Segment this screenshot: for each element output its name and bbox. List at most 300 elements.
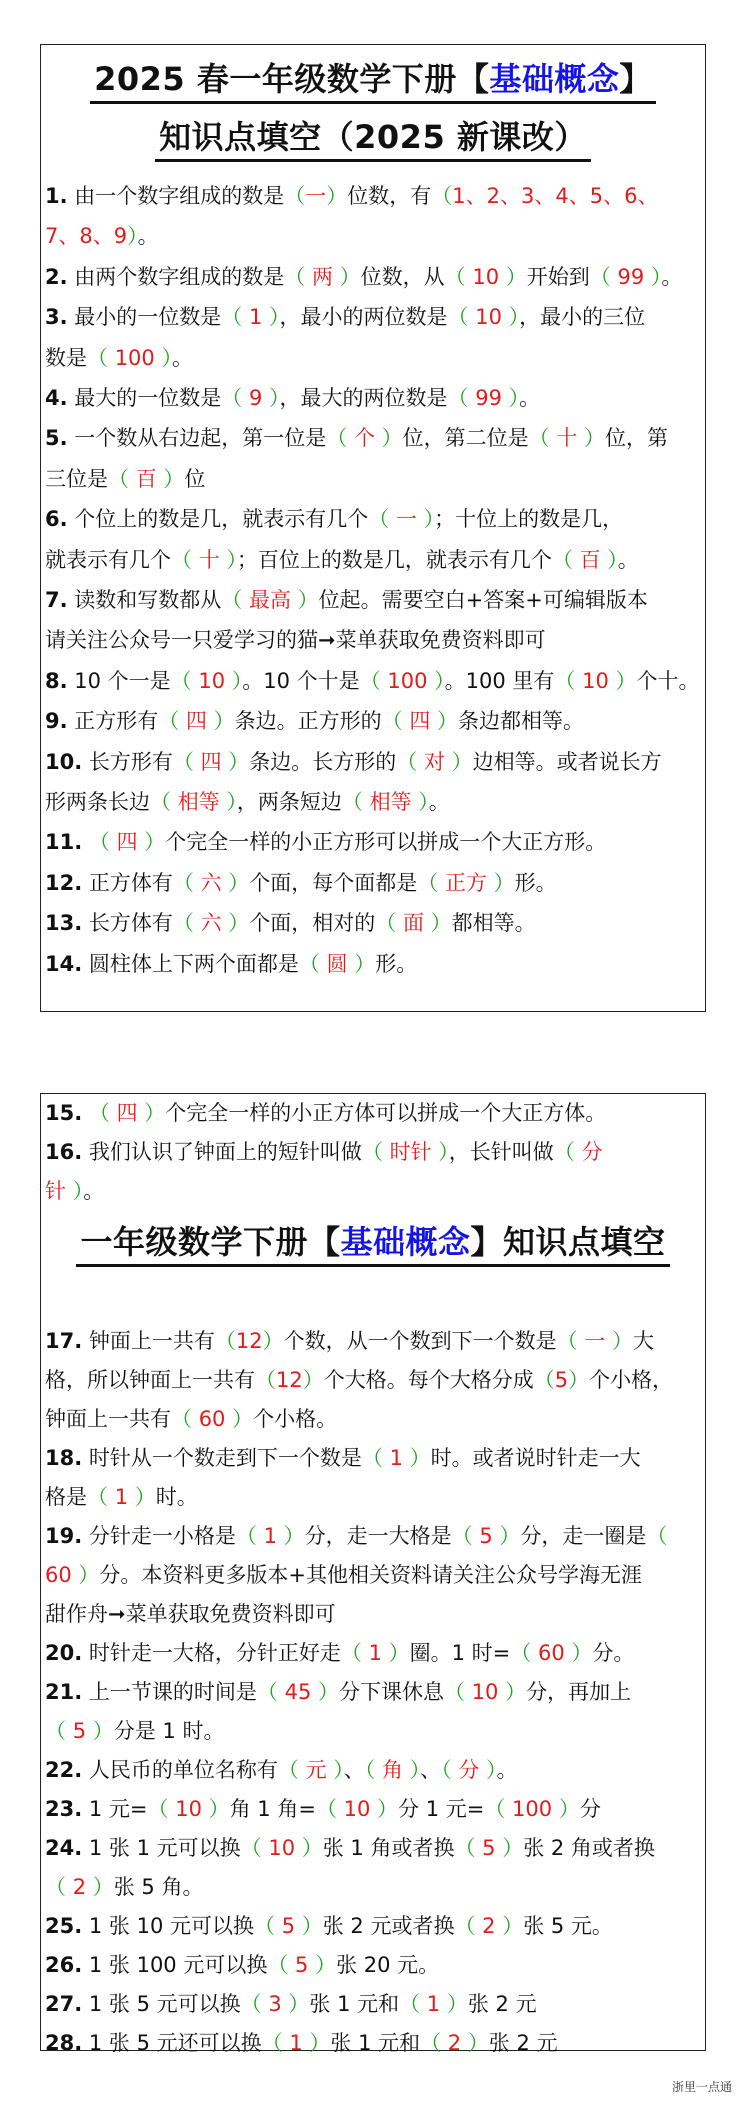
answer-text: 十	[556, 426, 578, 451]
answer-bracket: （	[108, 466, 136, 491]
question-text: 1 张 100 元可以换	[82, 1953, 268, 1977]
answer-bracket: ）	[461, 2031, 489, 2055]
text-line	[45, 1482, 703, 1512]
question-text: 1 张 5 元还可以换	[82, 2031, 262, 2055]
question-text: 格，所以钟面上一共有	[45, 1368, 255, 1392]
answer-bracket: ）	[311, 1680, 339, 1704]
question-text: 角 1 角=	[229, 1797, 316, 1821]
question-number: 3.	[45, 305, 68, 330]
text-line	[45, 1638, 703, 1668]
question-text: 分，走一大格是	[304, 1524, 452, 1548]
answer-bracket: （	[444, 1680, 472, 1704]
answer-bracket: （	[417, 870, 445, 895]
worksheet-page-2	[40, 1093, 706, 2055]
answer-bracket: （	[221, 588, 249, 612]
text-line	[45, 1716, 703, 1746]
question-text: 位，第二位是	[402, 426, 529, 451]
question-text: 形两条长边	[45, 790, 150, 814]
answer-bracket: （	[528, 426, 557, 451]
question-text: 1 张 5 元可以换	[82, 1992, 241, 2016]
question-text: ，最大的两位数是	[279, 386, 448, 410]
answer-text: 一	[305, 184, 327, 208]
question-text	[82, 1101, 89, 1125]
question-number: 12.	[45, 870, 83, 895]
answer-bracket: ）	[262, 305, 280, 330]
answer-bracket: ）	[605, 1329, 633, 1353]
question-text: 。	[83, 1179, 105, 1203]
question-text: ，最小的三位	[519, 305, 646, 330]
answer-text: 1	[426, 1992, 441, 2016]
question-text: 张 2 元	[467, 1992, 537, 2016]
answer-text: 1	[289, 2031, 303, 2055]
answer-bracket: （	[359, 668, 388, 693]
answer-text: 一	[584, 1329, 606, 1353]
answer-bracket: （	[88, 1101, 117, 1125]
answer-bracket: ）	[498, 1680, 527, 1704]
answer-bracket: （	[451, 1524, 480, 1548]
answer-text: 十	[198, 547, 220, 572]
question-text	[82, 830, 89, 854]
answer-bracket: （	[255, 1368, 276, 1392]
text-line	[45, 221, 703, 251]
question-text: 条边都相等。	[458, 709, 585, 734]
answer-text: 四	[116, 830, 138, 855]
text-line	[45, 585, 703, 615]
answer-bracket: ）	[492, 1524, 521, 1548]
answer-bracket: ）	[154, 345, 172, 370]
answer-bracket: ）	[71, 1563, 100, 1587]
question-text: 分下课休息	[339, 1680, 444, 1704]
answer-text: 1	[114, 1485, 129, 1509]
answer-bracket: （	[284, 264, 312, 289]
text-line	[45, 343, 703, 373]
text-line	[45, 1176, 703, 1206]
question-text: 数是	[45, 345, 87, 370]
answer-text: 一	[395, 507, 417, 532]
answer-bracket: （	[551, 547, 580, 572]
question-text: 甜作舟➞菜单获取免费资料即可	[45, 1602, 336, 1626]
question-text: 。	[137, 224, 159, 249]
text-line	[45, 666, 703, 696]
answer-text: 5	[482, 1836, 496, 1860]
question-text: 分	[579, 1797, 601, 1821]
question-text: 个完全一样的小正方体可以拼成一个大正方体。	[165, 1101, 607, 1125]
question-text: 位	[184, 466, 206, 491]
answer-text: 四	[185, 709, 207, 734]
answer-bracket: ）	[127, 224, 138, 249]
text-line	[45, 2028, 703, 2058]
answer-text: 最高	[248, 588, 291, 612]
text-line	[45, 1677, 703, 1707]
answer-bracket: （	[298, 951, 327, 976]
answer-bracket: （	[444, 264, 473, 289]
answer-bracket: ）	[427, 668, 445, 693]
text-line	[45, 383, 703, 413]
title-highlight: 基础概念	[489, 60, 620, 98]
answer-bracket: （	[454, 1836, 483, 1860]
answer-bracket: ）	[276, 1524, 305, 1548]
title-part: 一年级数学下册【	[80, 1223, 341, 1261]
question-text: 个大格。每个大格分成	[323, 1368, 534, 1392]
question-number: 19.	[45, 1524, 83, 1548]
answer-text: 60	[45, 1563, 72, 1587]
question-text: 位起。需要空白+答案+可编辑版本	[318, 588, 648, 612]
subtitle: 知识点填空（2025 新课改）	[41, 117, 705, 162]
question-text: ，最小的两位数是	[279, 305, 448, 330]
title-highlight: 基础概念	[340, 1223, 471, 1261]
question-text: 个完全一样的小正方形可以拼成一个大正方形。	[165, 830, 607, 855]
answer-bracket: （	[87, 345, 115, 370]
question-text: ，长针叫做	[448, 1140, 554, 1164]
answer-bracket: ）	[262, 1329, 284, 1353]
answer-bracket: ）	[137, 830, 166, 855]
answer-text: 角	[381, 1758, 403, 1782]
question-text: 个十。	[636, 668, 700, 693]
answer-bracket: ）	[221, 870, 250, 895]
question-text: 张 5 角。	[113, 1875, 204, 1899]
text-line	[45, 1989, 703, 2019]
question-text: 张 2 元或者换	[322, 1914, 455, 1938]
worksheet-page-1	[40, 44, 706, 1012]
question-text: 由两个数字组成的数是	[67, 264, 285, 289]
question-text: 1 张 10 元可以换	[82, 1914, 254, 1938]
answer-bracket: ）	[347, 951, 376, 976]
answer-bracket: ）	[219, 790, 237, 814]
answer-text: 10	[582, 668, 609, 693]
answer-text: 60	[198, 1407, 226, 1431]
question-text: 。10 个十是	[242, 668, 360, 693]
question-text: 边相等。或者说长方	[472, 749, 662, 774]
answer-bracket: （	[221, 305, 249, 330]
answer-text: 12	[276, 1368, 303, 1392]
answer-bracket: （	[150, 790, 178, 814]
answer-text: 1、2、3、4、5、6、	[452, 184, 659, 208]
answer-bracket: （	[431, 184, 453, 208]
question-text: 就表示有几个	[45, 547, 171, 572]
answer-text: 100	[512, 1797, 553, 1821]
question-number: 7.	[45, 588, 68, 612]
question-text: 长方体有	[82, 911, 173, 936]
question-number: 21.	[45, 1680, 83, 1704]
answer-bracket: ）	[423, 911, 452, 936]
answer-bracket: （	[533, 1368, 555, 1392]
question-number: 18.	[45, 1446, 83, 1470]
answer-bracket: ）	[416, 507, 435, 532]
answer-text: 5	[72, 1719, 87, 1743]
question-text: 由一个数字组成的数是	[67, 184, 285, 208]
answer-text: 四	[116, 1101, 138, 1125]
answer-bracket: ）	[66, 1179, 84, 1203]
answer-bracket: ）	[302, 1368, 324, 1392]
question-text: 正方形有	[67, 709, 159, 734]
question-text: 、	[420, 1758, 442, 1782]
answer-bracket: ）	[86, 1719, 114, 1743]
question-number: 8.	[45, 668, 68, 693]
question-text: 时针走一大格，分针正好走	[82, 1641, 341, 1665]
answer-bracket: （	[396, 749, 424, 774]
question-text: 都相等。	[451, 911, 536, 936]
answer-bracket: （	[646, 1524, 668, 1548]
answer-bracket: ）	[374, 426, 403, 451]
question-text: 分 1 元=	[398, 1797, 485, 1821]
question-text: 张 1 元和	[330, 2031, 421, 2055]
question-text: 最小的一位数是	[67, 305, 222, 330]
answer-bracket: ）	[262, 386, 280, 410]
question-text: 。	[171, 345, 193, 370]
answer-bracket: （	[553, 1140, 582, 1164]
answer-text: 分	[458, 1758, 480, 1782]
answer-bracket: ）	[370, 1797, 399, 1821]
answer-bracket: ）	[552, 1797, 580, 1821]
question-text: 圆柱体上下两个面都是	[82, 951, 299, 976]
answer-bracket: （	[340, 1641, 369, 1665]
question-text: 分针走一小格是	[82, 1524, 236, 1548]
answer-bracket: ）	[608, 668, 637, 693]
answer-bracket: ）	[295, 1914, 323, 1938]
question-number: 13.	[45, 911, 83, 936]
answer-bracket: （	[158, 709, 186, 734]
answer-text: 正方	[444, 870, 487, 895]
answer-bracket: （	[45, 1719, 73, 1743]
question-number: 23.	[45, 1797, 83, 1821]
question-text: 一个数从右边起，第一位是	[67, 426, 327, 451]
answer-text: 10	[472, 264, 500, 289]
answer-bracket: ）	[290, 588, 319, 612]
text-line	[45, 1950, 703, 1980]
answer-bracket: ）	[201, 1797, 230, 1821]
question-text: 个面，相对的	[249, 911, 376, 936]
answer-bracket: （	[256, 1680, 285, 1704]
answer-bracket: ）	[568, 1368, 590, 1392]
text-line	[45, 1599, 703, 1629]
answer-bracket: ）	[444, 749, 473, 774]
answer-text: 圆	[326, 951, 348, 976]
answer-bracket: ）	[332, 264, 361, 289]
answer-text: 针	[45, 1179, 66, 1203]
question-number: 9.	[45, 709, 68, 734]
answer-text: 六	[200, 911, 222, 936]
answer-bracket: ）	[486, 870, 515, 895]
answer-text: 1	[263, 1524, 277, 1548]
answer-bracket: （	[221, 386, 249, 410]
question-text: 我们认识了钟面上的短针叫做	[82, 1140, 362, 1164]
answer-bracket: （	[240, 1836, 269, 1860]
answer-bracket: ）	[499, 264, 527, 289]
question-number: 24.	[45, 1836, 83, 1860]
answer-text: 分	[581, 1140, 603, 1164]
answer-bracket: ）	[564, 1641, 593, 1665]
answer-bracket: ）	[381, 1641, 410, 1665]
question-text: 读数和写数都从	[67, 588, 222, 612]
answer-bracket: ）	[221, 749, 250, 774]
text-line	[45, 1833, 703, 1863]
answer-text: 12	[235, 1329, 263, 1353]
answer-text: 四	[200, 749, 222, 774]
answer-bracket: ）	[402, 1446, 431, 1470]
question-text: 、	[343, 1758, 365, 1782]
question-text: 个面，每个面都是	[249, 870, 418, 895]
answer-text: 100	[114, 345, 155, 370]
question-text: 个位上的数是几，就表示有几个	[67, 507, 369, 532]
answer-bracket: ）	[495, 1914, 524, 1938]
question-text: 上一节课的时间是	[82, 1680, 257, 1704]
text-line	[45, 302, 703, 332]
answer-bracket: ）	[402, 1758, 421, 1782]
question-text: 张 2 元	[488, 2031, 558, 2055]
answer-bracket: （	[447, 305, 476, 330]
question-number: 17.	[45, 1329, 83, 1353]
text-line	[45, 1365, 703, 1395]
question-text: 格是	[45, 1485, 87, 1509]
question-number: 22.	[45, 1758, 83, 1782]
text-line	[45, 545, 703, 575]
answer-text: 2	[482, 1914, 496, 1938]
answer-bracket: （	[261, 2031, 290, 2055]
answer-bracket: ）	[86, 1875, 114, 1899]
text-line	[45, 1137, 703, 1167]
question-text: 请关注公众号一只爱学习的猫➞菜单获取免费资料即可	[45, 628, 546, 653]
answer-bracket: ）	[577, 426, 606, 451]
answer-text: 相等	[177, 790, 220, 814]
answer-bracket: （	[267, 1953, 296, 1977]
question-text: 个数，从一个数到下一个数是	[283, 1329, 557, 1353]
answer-bracket: （	[88, 830, 117, 855]
answer-bracket: （	[172, 749, 201, 774]
question-text: 三位是	[45, 466, 108, 491]
answer-text: 面	[402, 911, 424, 936]
answer-bracket: （	[364, 1758, 382, 1782]
question-text: 张 1 角或者换	[322, 1836, 455, 1860]
question-number: 25.	[45, 1914, 83, 1938]
answer-text: 100	[387, 668, 428, 693]
answer-bracket: （	[172, 911, 201, 936]
answer-bracket: ）	[430, 709, 459, 734]
text-line	[45, 787, 703, 817]
answer-bracket: ）	[326, 184, 348, 208]
question-number: 15.	[45, 1101, 83, 1125]
answer-bracket: （	[172, 870, 201, 895]
title-part: 2025 春一年级数学下册【	[94, 60, 490, 98]
text-line	[45, 1794, 703, 1824]
answer-bracket: ）	[225, 1407, 254, 1431]
answer-bracket: （	[420, 2031, 448, 2055]
question-number: 16.	[45, 1140, 83, 1164]
question-text: 圈。1 时=	[409, 1641, 511, 1665]
question-number: 14.	[45, 951, 83, 976]
question-text: 张 1 元和	[309, 1992, 400, 2016]
question-text: ；十位上的数是几，	[434, 507, 624, 532]
answer-bracket: （	[254, 1914, 282, 1938]
text-line	[45, 827, 703, 857]
answer-text: 时针	[389, 1140, 432, 1164]
question-number: 26.	[45, 1953, 83, 1977]
question-number: 6.	[45, 507, 68, 532]
text-line	[45, 1755, 703, 1785]
answer-text: 2	[72, 1875, 87, 1899]
question-text: 人民币的单位名称有	[82, 1758, 278, 1782]
answer-bracket: （	[381, 709, 410, 734]
answer-bracket: ）	[431, 1140, 449, 1164]
answer-text: 10	[198, 668, 226, 693]
answer-bracket: （	[170, 668, 199, 693]
question-text: 位数，从	[360, 264, 445, 289]
text-line	[45, 908, 703, 938]
question-text: ；百位上的数是几，就表示有几个	[236, 547, 552, 572]
answer-bracket: ）	[495, 1836, 524, 1860]
answer-text: 5	[295, 1953, 309, 1977]
text-line	[45, 1404, 703, 1434]
answer-text: 10	[343, 1797, 371, 1821]
answer-bracket: （	[447, 386, 476, 410]
answer-bracket: ）	[295, 1836, 323, 1860]
answer-text: 5	[479, 1524, 493, 1548]
answer-bracket: ）	[440, 1992, 468, 2016]
question-text: 分是 1 时。	[113, 1719, 225, 1743]
answer-bracket: ）	[479, 1758, 497, 1782]
question-text: 时。	[155, 1485, 198, 1509]
answer-text: 5	[554, 1368, 569, 1392]
question-text: 时。或者说时针走一大	[430, 1446, 641, 1470]
text-line	[45, 262, 703, 292]
answer-bracket: ）	[600, 547, 618, 572]
answer-bracket: ）	[308, 1953, 337, 1977]
answer-bracket: （	[240, 1992, 269, 2016]
answer-bracket: （	[235, 1524, 264, 1548]
question-text: 张 2 角或者换	[523, 1836, 655, 1860]
answer-bracket: （	[45, 1875, 73, 1899]
question-number: 10.	[45, 749, 83, 774]
question-text: 分，走一圈是	[520, 1524, 647, 1548]
main-title	[41, 59, 705, 104]
question-text: 形。	[514, 870, 557, 895]
answer-text: 99	[617, 264, 645, 289]
text-line	[45, 1098, 703, 1128]
answer-bracket: ）	[326, 1758, 344, 1782]
question-text: 位数，有	[347, 184, 432, 208]
answer-text: 7、8、9	[45, 224, 128, 249]
question-text: 个小格。	[253, 1407, 338, 1431]
text-line	[45, 1326, 703, 1356]
answer-bracket: （	[484, 1797, 513, 1821]
question-text: 张 5 元。	[523, 1914, 613, 1938]
answer-bracket: （	[368, 507, 396, 532]
answer-text: 3	[268, 1992, 282, 2016]
answer-text: 1	[389, 1446, 403, 1470]
text-line	[45, 181, 703, 211]
answer-text: 10	[471, 1680, 499, 1704]
answer-bracket: （	[399, 1992, 427, 2016]
answer-bracket: ）	[501, 305, 520, 330]
answer-bracket: ）	[128, 1485, 156, 1509]
answer-bracket: （	[171, 547, 199, 572]
text-line	[45, 747, 703, 777]
question-number: 5.	[45, 426, 68, 451]
answer-bracket: （	[510, 1641, 538, 1665]
answer-text: 1	[248, 305, 263, 330]
question-number: 28.	[45, 2031, 83, 2055]
question-text: 。	[519, 386, 541, 410]
question-text: ，两条短边	[236, 790, 342, 814]
question-text: 1 元=	[82, 1797, 148, 1821]
question-text: 。100 里有	[444, 668, 555, 693]
question-text: 个小格，	[589, 1368, 674, 1392]
answer-bracket: ）	[156, 466, 185, 491]
text-line	[45, 949, 703, 979]
question-text: 分。本资料更多版本+其他相关资料请关注公众号学海无涯	[99, 1563, 643, 1587]
answer-bracket: ）	[501, 386, 520, 410]
question-text: 。	[617, 547, 639, 572]
question-number: 11.	[45, 830, 83, 855]
